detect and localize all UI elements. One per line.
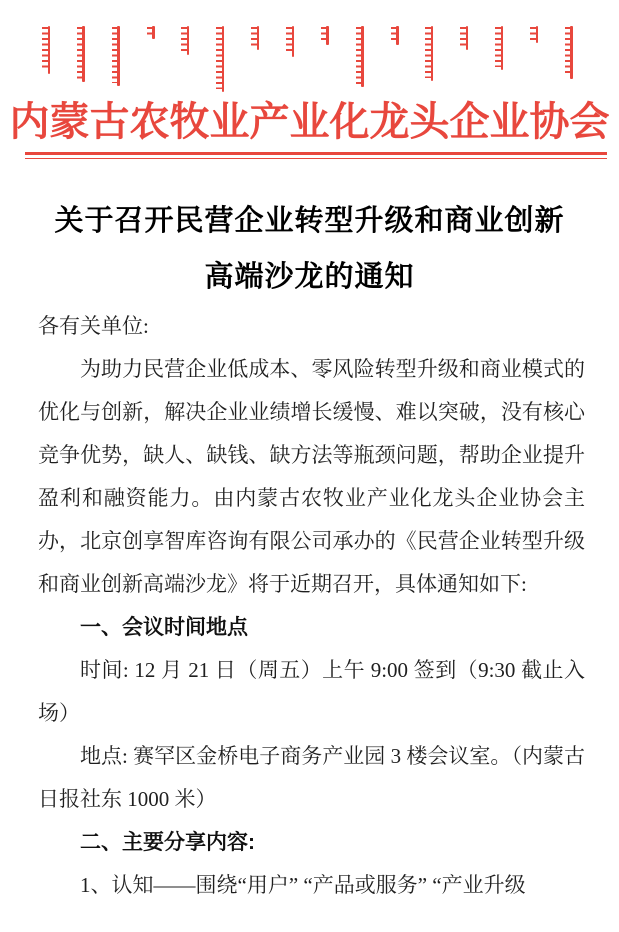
meeting-location-paragraph: 地点: 赛罕区金桥电子商务产业园 3 楼会议室。（内蒙古日报社东 1000 米） (38, 744, 585, 811)
notice-title (0, 193, 619, 305)
mongolian-word (565, 26, 574, 79)
organization-title: 内蒙古农牧业产业化龙头企业协会 (9, 99, 610, 144)
divider-thin-line (25, 158, 607, 160)
mongolian-word (286, 26, 295, 57)
mongolian-word (181, 26, 190, 55)
mongolian-word (495, 26, 504, 70)
content-item-1: 1、认知——围绕“用户” “产品或服务” “产业升级 (80, 873, 526, 897)
divider-thick-line (25, 152, 607, 155)
notice-body (38, 305, 585, 907)
mongolian-word (425, 26, 434, 81)
meeting-time-paragraph: 时间: 12 月 21 日（周五）上午 9:00 签到（9:30 截止入场） (38, 658, 585, 725)
letterhead-divider (25, 152, 607, 159)
notice-title-line1: 关于召开民营企业转型升级和商业创新 (54, 205, 565, 237)
mongolian-word (112, 26, 121, 86)
mongolian-word (42, 26, 51, 74)
mongolian-word (147, 26, 156, 39)
mongolian-script-banner (42, 26, 574, 96)
mongolian-word (356, 26, 365, 87)
mongolian-word (391, 26, 400, 45)
salutation: 各有关单位: (38, 314, 149, 338)
intro-paragraph: 为助力民营企业低成本、零风险转型升级和商业模式的优化与创新，解决企业业绩增长缓慢、难以突破，没有核心竞争优势，缺人、缺钱、缺方法等瓶颈问题，帮助企业提升盈利和融资能力。由内蒙古农牧业产业化龙头企业协会主办，北京创享智库咨询有限公司承办的《民营企业转型升级和商业创新高端沙龙》将于近期召开，具体通知如下: (38, 357, 585, 596)
notice-title-line2: 高端沙龙的通知 (204, 261, 415, 293)
mongolian-word (251, 26, 260, 50)
mongolian-word (530, 26, 539, 43)
section-1-heading: 一、会议时间地点 (80, 616, 248, 639)
mongolian-word (460, 26, 469, 50)
mongolian-word (77, 26, 86, 82)
mongolian-word (321, 26, 330, 45)
mongolian-word (216, 26, 225, 92)
section-2-heading: 二、主要分享内容: (80, 831, 255, 854)
